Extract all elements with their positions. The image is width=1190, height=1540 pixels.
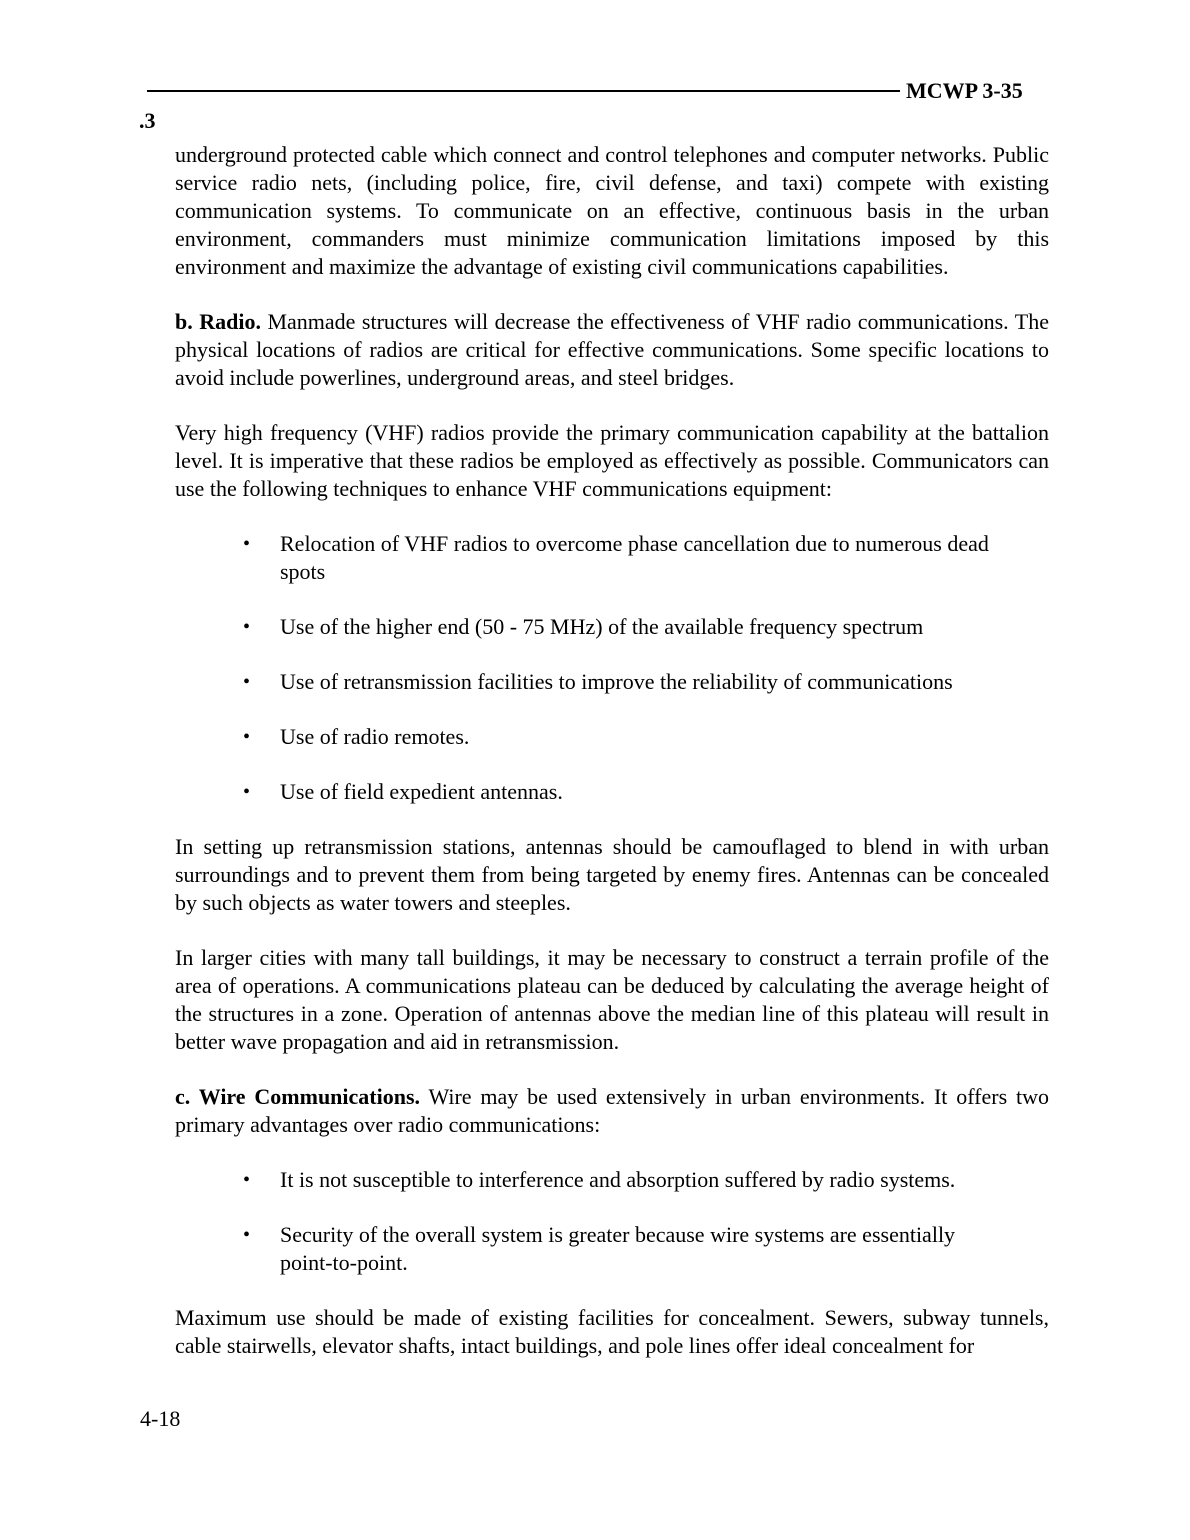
document-title: MCWP 3-35 xyxy=(906,78,1023,103)
list-item-text: Use of field expedient antennas. xyxy=(280,779,563,804)
list-item-text: Use of retransmission facilities to improve the reliability of communications xyxy=(280,669,953,694)
bullet-icon: • xyxy=(243,616,251,638)
list-item-text: Relocation of VHF radios to overcome phase cancellation due to numerous dead spots xyxy=(280,531,989,584)
radio-text: Manmade structures will decrease the effectiveness of VHF radio communications. The physical locations of radios are critical for effective communications. Some specific locations to avoid include powerlines, underground areas, and steel bridges. xyxy=(175,309,1049,390)
paragraph-retransmission: In setting up retransmission stations, antennas should be camouflaged to blend in with urban surroundings and to prevent them from being targeted by enemy fires. Antennas can be concealed by such objects as water towers and steeples. xyxy=(175,834,1049,915)
bullet-icon: • xyxy=(243,1169,251,1191)
page-number: 4-18 xyxy=(140,1406,181,1431)
list-item xyxy=(175,1221,1049,1277)
vhf-techniques-list xyxy=(175,530,1049,806)
list-item-text: Security of the overall system is greater because wire systems are essentially point-to-point. xyxy=(280,1222,956,1275)
wire-heading: c. Wire Communications. xyxy=(175,1084,421,1109)
paragraph-radio xyxy=(175,308,1049,392)
bullet-icon: • xyxy=(243,671,251,693)
wire-advantages-list xyxy=(175,1166,1049,1277)
list-item xyxy=(175,613,1049,641)
list-item xyxy=(175,778,1049,806)
paragraph-vhf: Very high frequency (VHF) radios provide the primary communication capability at the battalion level. It is imperative that these radios be employed as effectively as possible. Communicators can use the following techniques to enhance VHF communications equipment: xyxy=(175,420,1049,501)
list-item-text: Use of radio remotes. xyxy=(280,724,470,749)
section-number: .3 xyxy=(139,108,156,133)
list-item xyxy=(175,1166,1049,1194)
wire-text: Wire may be used extensively in urban environments. It offers two primary advantages over radio communications: xyxy=(175,1084,1049,1137)
page-body xyxy=(175,141,1049,1360)
paragraph-maximum-use: Maximum use should be made of existing facilities for concealment. Sewers, subway tunnels, cable stairwells, elevator shafts, intact buildings, and pole lines offer ideal concealment for xyxy=(175,1305,1049,1358)
list-item xyxy=(175,668,1049,696)
list-item-text: It is not susceptible to interference and absorption suffered by radio systems. xyxy=(280,1167,956,1192)
paragraph-wire xyxy=(175,1083,1049,1139)
paragraph-larger-cities: In larger cities with many tall buildings, it may be necessary to construct a terrain profile of the area of operations. A communications plateau can be deduced by calculating the average height of the structures in a zone. Operation of antennas above the median line of this plateau will result in better wave propagation and aid in retransmission. xyxy=(175,945,1049,1054)
list-item xyxy=(175,530,1049,586)
list-item xyxy=(175,723,1049,751)
bullet-icon: • xyxy=(243,726,251,748)
paragraph-intro: underground protected cable which connect and control telephones and computer networks. Public service radio nets, (including police, fire, civil defense, and taxi) compete with existing communication systems. To communicate on an effective, continuous basis in the urban environment, commanders must minimize communication limitations imposed by this environment and maximize the advantage of existing civil communications capabilities. xyxy=(175,142,1049,279)
list-item-text: Use of the higher end (50 - 75 MHz) of the available frequency spectrum xyxy=(280,614,924,639)
bullet-icon: • xyxy=(243,1224,251,1246)
bullet-icon: • xyxy=(243,781,251,803)
bullet-icon: • xyxy=(243,533,251,555)
header-rule xyxy=(147,90,900,92)
radio-heading: b. Radio. xyxy=(175,309,261,334)
